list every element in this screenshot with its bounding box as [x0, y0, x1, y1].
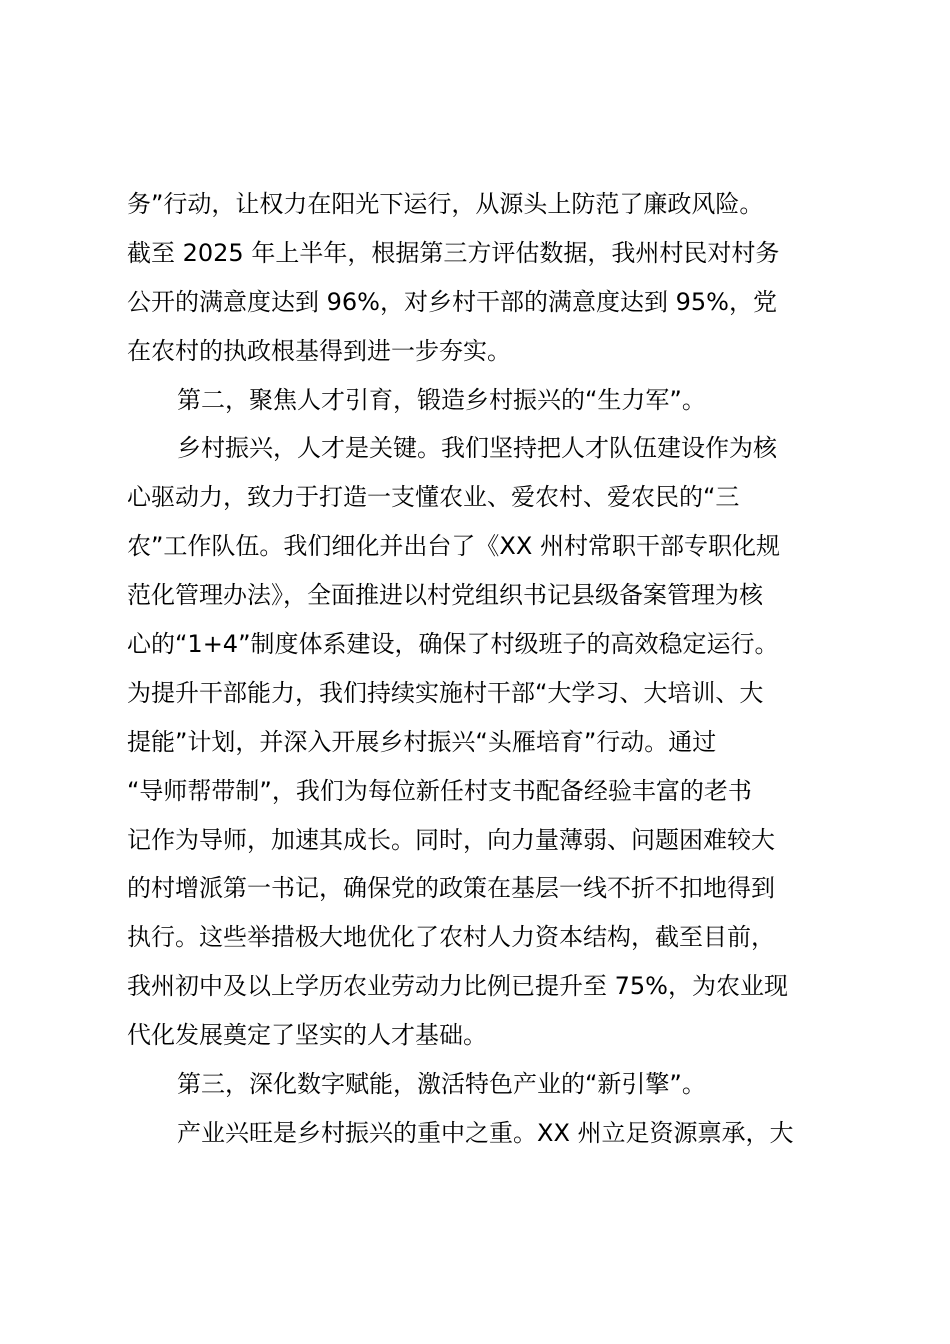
text-line: 农”工作队伍。我们细化并出台了《XX 州村常职干部专职化规 — [127, 532, 780, 561]
text-line: 务”行动，让权力在阳光下运行，从源头上防范了廉政风险。 — [127, 190, 764, 218]
text-line: 为提升干部能力，我们持续实施村干部“大学习、大培训、大 — [127, 678, 764, 707]
text-line: 记作为导师，加速其成长。同时，向力量薄弱、问题困难较大 — [127, 825, 775, 854]
text-line: 公开的满意度达到 96%，对乡村干部的满意度达到 95%，党 — [127, 287, 777, 316]
body-text — [127, 180, 857, 1158]
section-heading: 第三，深化数字赋能，激活特色产业的“新引擎”。 — [177, 1070, 706, 1099]
text-line: 我州初中及以上学历农业劳动力比例已提升至 75%，为农业现 — [127, 972, 788, 1001]
text-line: 在农村的执政根基得到进一步夯实。 — [127, 336, 511, 365]
text-line: 执行。这些举措极大地优化了农村人力资本结构，截至目前， — [127, 923, 775, 952]
text-line: “导师帮带制”，我们为每位新任村支书配备经验丰富的老书 — [127, 776, 752, 805]
text-line: 的村增派第一书记，确保党的政策在基层一线不折不扣地得到 — [127, 874, 775, 903]
text-line: 代化发展奠定了坚实的人才基础。 — [127, 1021, 487, 1050]
text-line: 心驱动力，致力于打造一支懂农业、爱农村、爱农民的“三 — [127, 483, 740, 512]
text-line: 截至 2025 年上半年，根据第三方评估数据，我州村民对村务 — [127, 238, 780, 267]
section-heading: 第二，聚焦人才引育，锻造乡村振兴的“生力军”。 — [177, 385, 706, 414]
text-line: 产业兴旺是乡村振兴的重中之重。XX 州立足资源禀承，大 — [177, 1118, 794, 1147]
text-line: 提能”计划，并深入开展乡村振兴“头雁培育”行动。通过 — [127, 727, 717, 756]
text-line: 心的“1+4”制度体系建设，确保了村级班子的高效稳定运行。 — [127, 630, 779, 659]
text-line: 范化管理办法》，全面推进以村党组织书记县级备案管理为核 — [127, 581, 763, 610]
text-line: 乡村振兴，人才是关键。我们坚持把人才队伍建设作为核 — [177, 434, 777, 463]
